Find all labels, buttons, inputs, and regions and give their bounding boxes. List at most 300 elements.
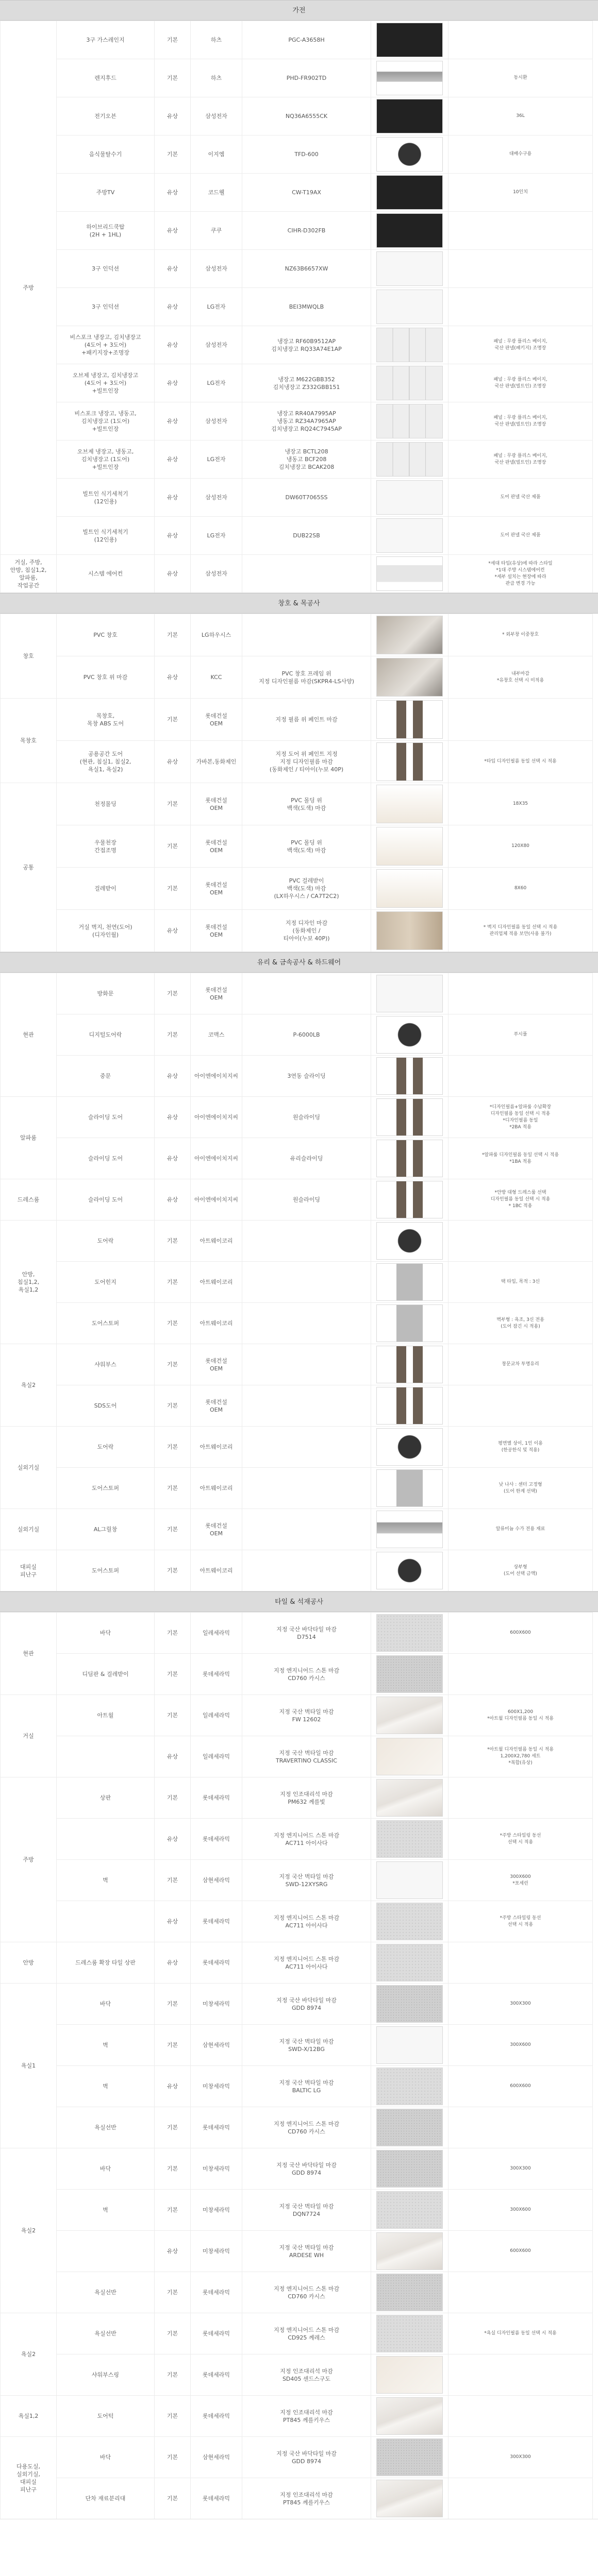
- brand-cell: 롯데건설 OEM: [191, 783, 242, 825]
- item-cell: 도어턱: [57, 2395, 155, 2436]
- item-cell: 벽: [57, 1859, 155, 1901]
- item-cell: 도어힌지: [57, 1261, 155, 1302]
- note-cell: *안방 대형 드레스룸 선택 디자인필름 동일 선택 시 적용 * 1BC 적용: [448, 1179, 593, 1220]
- thumbnail-cell: [371, 1344, 448, 1385]
- space-cell: 욕실1: [0, 1983, 57, 2148]
- thumbnail-cell: [371, 1096, 448, 1138]
- product-image: [376, 1304, 443, 1342]
- model-cell: 지정 국산 벽타일 마감 BALTIC LG: [242, 2065, 371, 2107]
- thumbnail-cell: [371, 2230, 448, 2272]
- thumbnail-cell: [371, 59, 448, 97]
- product-image: [376, 1985, 443, 2023]
- note-cell: 낮 나사 : 센터 고정형 (도어 한계 선택): [448, 1467, 593, 1509]
- item-cell: 도어스토퍼: [57, 1302, 155, 1344]
- thumbnail-cell: [371, 1818, 448, 1859]
- model-cell: 지정 엔지니어드 스톤 마감 CD760 카시스: [242, 2107, 371, 2148]
- thumbnail-cell: [371, 909, 448, 952]
- item-cell: PVC 창호: [57, 614, 155, 656]
- product-image: [376, 1614, 443, 1652]
- note-cell: 패널 : 무광 플리스 베이지, 국산 판넬(빌트인) 조명장: [448, 364, 593, 402]
- kind-cell: 유상: [155, 1901, 191, 1942]
- note-cell: 패널 : 무광 플리스 베이지, 국산 판넬(패키지) 조명장: [448, 326, 593, 364]
- kind-cell: 유상: [155, 249, 191, 287]
- thumbnail-cell: [371, 1612, 448, 1653]
- product-image: [376, 2480, 443, 2517]
- kind-cell: 기본: [155, 698, 191, 740]
- item-cell: 슬라이딩 도어: [57, 1179, 155, 1220]
- space-cell: 안방, 침실1,2, 욕실1,2: [0, 1220, 57, 1344]
- kind-cell: 유상: [155, 287, 191, 326]
- product-image: [376, 213, 443, 248]
- kind-cell: 유상: [155, 2230, 191, 2272]
- model-cell: [242, 973, 371, 1014]
- product-image: [376, 1263, 443, 1301]
- product-image: [376, 827, 443, 866]
- item-cell: PVC 창호 위 마감: [57, 656, 155, 698]
- item-cell: 빌트인 식기세척기 (12인용): [57, 516, 155, 554]
- brand-cell: 롯데세라믹: [191, 1653, 242, 1694]
- thumbnail-cell: [371, 2313, 448, 2354]
- product-image: [376, 911, 443, 950]
- kind-cell: 유상: [155, 516, 191, 554]
- brand-cell: 롯데세라믹: [191, 1818, 242, 1859]
- thumbnail-cell: [371, 1467, 448, 1509]
- kind-cell: 유상: [155, 1096, 191, 1138]
- product-image: [376, 785, 443, 823]
- item-cell: 방화문: [57, 973, 155, 1014]
- product-image: [376, 366, 443, 400]
- note-cell: [448, 21, 593, 59]
- model-cell: 지정 엔지니어드 스톤 마감 AC711 아이사다: [242, 1901, 371, 1942]
- model-cell: [242, 1344, 371, 1385]
- model-cell: [242, 1426, 371, 1467]
- space-cell: 공통: [0, 783, 57, 952]
- section-title-window: 창호 & 목공사: [0, 593, 598, 614]
- product-image: [376, 1057, 443, 1095]
- note-cell: [448, 1653, 593, 1694]
- section-title-appliance: 가전: [0, 0, 598, 21]
- model-cell: 지정 국산 바닥타일 마감 GDD 8974: [242, 2148, 371, 2189]
- item-cell: 도어스토퍼: [57, 1550, 155, 1591]
- model-cell: 냉장고 RF60B9512AP 김치냉장고 RQ33A74E1AP: [242, 326, 371, 364]
- kind-cell: 유상: [155, 2065, 191, 2107]
- brand-cell: 이지엠: [191, 135, 242, 173]
- item-cell: 아트월: [57, 1694, 155, 1736]
- kind-cell: 유상: [155, 97, 191, 135]
- thumbnail-cell: [371, 326, 448, 364]
- item-cell: 오브제 냉장고, 냉동고, 김치냉장고 (1도어) +빌트인장: [57, 440, 155, 478]
- brand-cell: 아트웨이코리: [191, 1467, 242, 1509]
- space-cell: 주방: [0, 21, 57, 554]
- product-image: [376, 1469, 443, 1507]
- brand-cell: LG전자: [191, 516, 242, 554]
- kind-cell: 기본: [155, 867, 191, 909]
- brand-cell: 삼성전자: [191, 554, 242, 592]
- product-image: [376, 1820, 443, 1858]
- model-cell: [242, 1302, 371, 1344]
- product-image: [376, 137, 443, 172]
- thumbnail-cell: [371, 867, 448, 909]
- note-cell: * 외부창 이중창호: [448, 614, 593, 656]
- brand-cell: 롯데세라믹: [191, 2395, 242, 2436]
- model-cell: NQ36A6555CK: [242, 97, 371, 135]
- thumbnail-cell: [371, 1901, 448, 1942]
- kind-cell: 기본: [155, 825, 191, 867]
- model-cell: 지정 엔지니어드 스톤 마감 CD925 께레스: [242, 2313, 371, 2354]
- note-cell: *디자인필름+알파룸 수납확장 디자인필름 동일 선택 시 적용 *디자인필름 동일 *2BA 적용: [448, 1096, 593, 1138]
- brand-cell: KCC: [191, 656, 242, 698]
- note-cell: 창문교차 투명유리: [448, 1344, 593, 1385]
- model-cell: PVC 걸레받이 백색(도색) 마감 (LX하우시스 / CA7T2C2): [242, 867, 371, 909]
- kind-cell: 유상: [155, 1055, 191, 1096]
- product-image: [376, 442, 443, 477]
- item-cell: 벽: [57, 2189, 155, 2230]
- brand-cell: LG하우시스: [191, 614, 242, 656]
- note-cell: 300X600 *포세린: [448, 1859, 593, 1901]
- thumbnail-cell: [371, 1694, 448, 1736]
- kind-cell: 기본: [155, 1467, 191, 1509]
- brand-cell: 아이엔에이치지씨: [191, 1179, 242, 1220]
- thumbnail-cell: [371, 1179, 448, 1220]
- space-cell: 다용도실, 실외기실, 대피실 피난구: [0, 2436, 57, 2519]
- thumbnail-cell: [371, 1426, 448, 1467]
- item-cell: [57, 1736, 155, 1777]
- kind-cell: 기본: [155, 2436, 191, 2478]
- note-cell: 600X600: [448, 2065, 593, 2107]
- kind-cell: 유상: [155, 364, 191, 402]
- brand-cell: 롯데건설 OEM: [191, 1509, 242, 1550]
- item-cell: 드레스룸 확장 타일 상판: [57, 1942, 155, 1983]
- model-cell: [242, 1220, 371, 1261]
- model-cell: [242, 1550, 371, 1591]
- thumbnail-cell: [371, 825, 448, 867]
- product-image: [376, 556, 443, 591]
- thumbnail-cell: [371, 554, 448, 592]
- thumbnail-cell: [371, 1014, 448, 1055]
- note-cell: 10인치: [448, 173, 593, 211]
- item-cell: 목창호, 목창 ABS 도어: [57, 698, 155, 740]
- kind-cell: 기본: [155, 1653, 191, 1694]
- kind-cell: 기본: [155, 2272, 191, 2313]
- brand-cell: 롯데세라믹: [191, 2107, 242, 2148]
- kind-cell: 기본: [155, 1014, 191, 1055]
- note-cell: 8X60: [448, 867, 593, 909]
- brand-cell: 아트웨이코리: [191, 1550, 242, 1591]
- thumbnail-cell: [371, 97, 448, 135]
- model-cell: 냉장고 BCTL208 냉동고 BCF208 김치냉장고 BCAK208: [242, 440, 371, 478]
- brand-cell: 일레세라믹: [191, 1694, 242, 1736]
- note-cell: 300X600: [448, 2024, 593, 2065]
- note-cell: 벽부형 : 욕조, 3신 전용 (도어 잠긴 시 적용): [448, 1302, 593, 1344]
- kind-cell: 기본: [155, 1694, 191, 1736]
- model-cell: [242, 1261, 371, 1302]
- brand-cell: LG전자: [191, 440, 242, 478]
- brand-cell: LG전자: [191, 287, 242, 326]
- kind-cell: 기본: [155, 1509, 191, 1550]
- space-cell: 실외기실: [0, 1509, 57, 1550]
- note-cell: 600X600: [448, 2230, 593, 2272]
- note-cell: [448, 1777, 593, 1818]
- brand-cell: 아이엔에이치지씨: [191, 1055, 242, 1096]
- model-cell: 유리슬라이딩: [242, 1138, 371, 1179]
- model-cell: 지정 국산 벽타일 마감 ARDESE WH: [242, 2230, 371, 2272]
- item-cell: 도어락: [57, 1426, 155, 1467]
- model-cell: [242, 1467, 371, 1509]
- space-cell: 대피실 피난구: [0, 1550, 57, 1591]
- space-cell: 욕실2: [0, 2148, 57, 2313]
- note-cell: [448, 1385, 593, 1426]
- brand-cell: 롯데세라믹: [191, 2478, 242, 2519]
- product-image: [376, 1552, 443, 1589]
- model-cell: 지정 인조대리석 마감 PM632 께를빛: [242, 1777, 371, 1818]
- product-image: [376, 1861, 443, 1899]
- item-cell: 천정몰딩: [57, 783, 155, 825]
- brand-cell: 아트웨이코리: [191, 1426, 242, 1467]
- section-title-tile: 타일 & 석재공사: [0, 1591, 598, 1612]
- note-cell: *알파룸 디자인필름 동일 선택 시 적용 *1BA 적용: [448, 1138, 593, 1179]
- note-cell: [448, 1055, 593, 1096]
- kind-cell: 기본: [155, 1385, 191, 1426]
- kind-cell: 기본: [155, 2478, 191, 2519]
- item-cell: 디지털도어락: [57, 1014, 155, 1055]
- product-image: [376, 328, 443, 362]
- product-image: [376, 2274, 443, 2311]
- kind-cell: 기본: [155, 135, 191, 173]
- note-cell: 120X80: [448, 825, 593, 867]
- kind-cell: 유상: [155, 1942, 191, 1983]
- product-image: [376, 1511, 443, 1548]
- thumbnail-cell: [371, 783, 448, 825]
- thumbnail-cell: [371, 2148, 448, 2189]
- kind-cell: 기본: [155, 2024, 191, 2065]
- thumbnail-cell: [371, 478, 448, 516]
- note-cell: *주방 스타일링 동선 선택 시 적용: [448, 1901, 593, 1942]
- product-image: [376, 869, 443, 908]
- note-cell: [448, 1942, 593, 1983]
- brand-cell: 삼성전자: [191, 402, 242, 440]
- appliance-table: [0, 21, 598, 593]
- product-image: [376, 1140, 443, 1177]
- model-cell: 지정 필름 위 페인트 마감: [242, 698, 371, 740]
- item-cell: 중문: [57, 1055, 155, 1096]
- brand-cell: 삼현세라믹: [191, 2024, 242, 2065]
- brand-cell: 아이엔에이치지씨: [191, 1096, 242, 1138]
- thumbnail-cell: [371, 2395, 448, 2436]
- kind-cell: 유상: [155, 656, 191, 698]
- note-cell: *세대 타입(유상)에 따라 스타일 *1대 주방 시스템에어컨 *세부 설치는 현장에 따라 관급 변경 가능: [448, 554, 593, 592]
- note-cell: 36L: [448, 97, 593, 135]
- thumbnail-cell: [371, 1550, 448, 1591]
- model-cell: 지정 국산 벽타일 마감 SWD-X/12BG: [242, 2024, 371, 2065]
- window-table: [0, 614, 598, 952]
- kind-cell: 기본: [155, 1983, 191, 2024]
- thumbnail-cell: [371, 402, 448, 440]
- product-image: [376, 658, 443, 697]
- space-cell: 주방: [0, 1777, 57, 1942]
- product-image: [376, 2397, 443, 2435]
- space-cell: 드레스룸: [0, 1179, 57, 1220]
- model-cell: NZ63B6657XW: [242, 249, 371, 287]
- space-cell: 욕실1,2: [0, 2395, 57, 2436]
- item-cell: 도어락: [57, 1220, 155, 1261]
- brand-cell: 롯데세라믹: [191, 1901, 242, 1942]
- kind-cell: 기본: [155, 2395, 191, 2436]
- product-image: [376, 2315, 443, 2352]
- item-cell: 렌지후드: [57, 59, 155, 97]
- model-cell: [242, 1509, 371, 1550]
- product-image: [376, 23, 443, 57]
- kind-cell: 기본: [155, 973, 191, 1014]
- item-cell: AL그릴창: [57, 1509, 155, 1550]
- thumbnail-cell: [371, 1983, 448, 2024]
- model-cell: 지정 엔지니어드 스톤 마감 CD760 카시스: [242, 1653, 371, 1694]
- model-cell: 지정 엔지니어드 스톤 마감 AC711 아이사다: [242, 1818, 371, 1859]
- thumbnail-cell: [371, 2478, 448, 2519]
- product-image: [376, 1655, 443, 1693]
- product-image: [376, 2026, 443, 2064]
- note-cell: 300X300: [448, 2436, 593, 2478]
- brand-cell: 쿠쿠: [191, 211, 242, 249]
- model-cell: PGC-A3658H: [242, 21, 371, 59]
- model-cell: 냉장고 RR40A7995AP 냉동고 RZ34A7965AP 김치냉장고 RQ24C7945AP: [242, 402, 371, 440]
- item-cell: 빌트인 식기세척기 (12인용): [57, 478, 155, 516]
- product-image: [376, 99, 443, 133]
- brand-cell: 일레세라믹: [191, 1612, 242, 1653]
- note-cell: 푸시풀: [448, 1014, 593, 1055]
- thumbnail-cell: [371, 1138, 448, 1179]
- space-cell: 거실, 주방, 안방, 침실1,2, 알파룸, 작업공간: [0, 554, 57, 592]
- model-cell: 원슬라이딩: [242, 1179, 371, 1220]
- thumbnail-cell: [371, 249, 448, 287]
- model-cell: [242, 554, 371, 592]
- kind-cell: 기본: [155, 2354, 191, 2395]
- glass-table: [0, 973, 598, 1591]
- note-cell: 300X600: [448, 2189, 593, 2230]
- brand-cell: 삼현세라믹: [191, 1859, 242, 1901]
- brand-cell: 삼성전자: [191, 478, 242, 516]
- item-cell: 욕실선반: [57, 2107, 155, 2148]
- brand-cell: 롯데건설 OEM: [191, 1385, 242, 1426]
- brand-cell: 롯데세라믹: [191, 1942, 242, 1983]
- note-cell: [448, 2354, 593, 2395]
- note-cell: *아트월 디자인필름 동일 시 적용 1,200X2,780 세트 *복합(유상): [448, 1736, 593, 1777]
- brand-cell: 아트웨이코리: [191, 1302, 242, 1344]
- thumbnail-cell: [371, 2436, 448, 2478]
- product-image: [376, 742, 443, 781]
- thumbnail-cell: [371, 2107, 448, 2148]
- kind-cell: 유상: [155, 173, 191, 211]
- note-cell: [448, 2478, 593, 2519]
- thumbnail-cell: [371, 1220, 448, 1261]
- note-cell: *타입 디자인필름 동일 선택 시 적용: [448, 740, 593, 783]
- note-cell: 패널 : 무광 플리스 베이지, 국산 판넬(빌트인) 조명장: [448, 402, 593, 440]
- kind-cell: 기본: [155, 1302, 191, 1344]
- kind-cell: 기본: [155, 1777, 191, 1818]
- item-cell: [57, 1818, 155, 1859]
- thumbnail-cell: [371, 973, 448, 1014]
- brand-cell: 롯데건설 OEM: [191, 973, 242, 1014]
- space-cell: 알파룸: [0, 1096, 57, 1179]
- item-cell: [57, 2230, 155, 2272]
- note-cell: 동시환: [448, 59, 593, 97]
- brand-cell: 아이엔에이치지씨: [191, 1138, 242, 1179]
- model-cell: 냉장고 M622GBB352 김치냉장고 Z332GBB151: [242, 364, 371, 402]
- product-image: [376, 1697, 443, 1734]
- note-cell: 300X300: [448, 1983, 593, 2024]
- kind-cell: 유상: [155, 478, 191, 516]
- model-cell: DUB22SB: [242, 516, 371, 554]
- thumbnail-cell: [371, 2024, 448, 2065]
- thumbnail-cell: [371, 740, 448, 783]
- product-image: [376, 2109, 443, 2146]
- kind-cell: 유상: [155, 1736, 191, 1777]
- kind-cell: 기본: [155, 1550, 191, 1591]
- thumbnail-cell: [371, 2272, 448, 2313]
- item-cell: 오브제 냉장고, 김치냉장고 (4도어 + 3도어) +빌트인장: [57, 364, 155, 402]
- item-cell: 슬라이딩 도어: [57, 1096, 155, 1138]
- item-cell: 단차 재료분리대: [57, 2478, 155, 2519]
- kind-cell: 유상: [155, 1818, 191, 1859]
- model-cell: 지정 인조대리석 마감 PT845 께를키우스: [242, 2478, 371, 2519]
- space-cell: 실외기실: [0, 1426, 57, 1509]
- product-image: [376, 2438, 443, 2476]
- model-cell: [242, 614, 371, 656]
- space-cell: 현관: [0, 1612, 57, 1694]
- brand-cell: 롯데세라믹: [191, 1777, 242, 1818]
- thumbnail-cell: [371, 614, 448, 656]
- brand-cell: 롯데건설 OEM: [191, 698, 242, 740]
- note-cell: 18X35: [448, 783, 593, 825]
- brand-cell: 하츠: [191, 21, 242, 59]
- model-cell: BEI3MWQLB: [242, 287, 371, 326]
- model-cell: DW60T7065SS: [242, 478, 371, 516]
- product-image: [376, 1346, 443, 1383]
- item-cell: 걸레받이: [57, 867, 155, 909]
- kind-cell: 기본: [155, 1612, 191, 1653]
- product-image: [376, 1222, 443, 1260]
- item-cell: 디딤판 & 걸레받이: [57, 1653, 155, 1694]
- section-title-glass: 유리 & 금속공사 & 하드웨어: [0, 952, 598, 973]
- thumbnail-cell: [371, 2189, 448, 2230]
- brand-cell: 롯데건설 OEM: [191, 1344, 242, 1385]
- product-image: [376, 290, 443, 324]
- space-cell: 욕실2: [0, 1344, 57, 1426]
- product-image: [376, 2150, 443, 2188]
- space-cell: 안방: [0, 1942, 57, 1983]
- thumbnail-cell: [371, 21, 448, 59]
- model-cell: 3연동 슬라이딩: [242, 1055, 371, 1096]
- note-cell: 택 타입, 목적 : 3신: [448, 1261, 593, 1302]
- item-cell: 벽: [57, 2065, 155, 2107]
- model-cell: 지정 인조대리석 마감 PT845 께를키우스: [242, 2395, 371, 2436]
- thumbnail-cell: [371, 1859, 448, 1901]
- item-cell: 비스포크 냉장고, 김치냉장고 (4도어 + 3도어) +패키지장+조명장: [57, 326, 155, 364]
- model-cell: P-6000LB: [242, 1014, 371, 1055]
- model-cell: 지정 도어 위 페인트 지정 지정 디자인필름 마감 (동화제인 / 티아이(누보 40P): [242, 740, 371, 783]
- brand-cell: 삼성전자: [191, 326, 242, 364]
- product-image: [376, 700, 443, 739]
- brand-cell: 롯데세라믹: [191, 2354, 242, 2395]
- item-cell: 바닥: [57, 1983, 155, 2024]
- item-cell: 전기오븐: [57, 97, 155, 135]
- product-image: [376, 480, 443, 515]
- model-cell: PVC 몰딩 위 백색(도색) 마감: [242, 783, 371, 825]
- note-cell: [448, 2395, 593, 2436]
- kind-cell: 기본: [155, 1859, 191, 1901]
- thumbnail-cell: [371, 1942, 448, 1983]
- product-image: [376, 1738, 443, 1775]
- note-cell: 600X600: [448, 1612, 593, 1653]
